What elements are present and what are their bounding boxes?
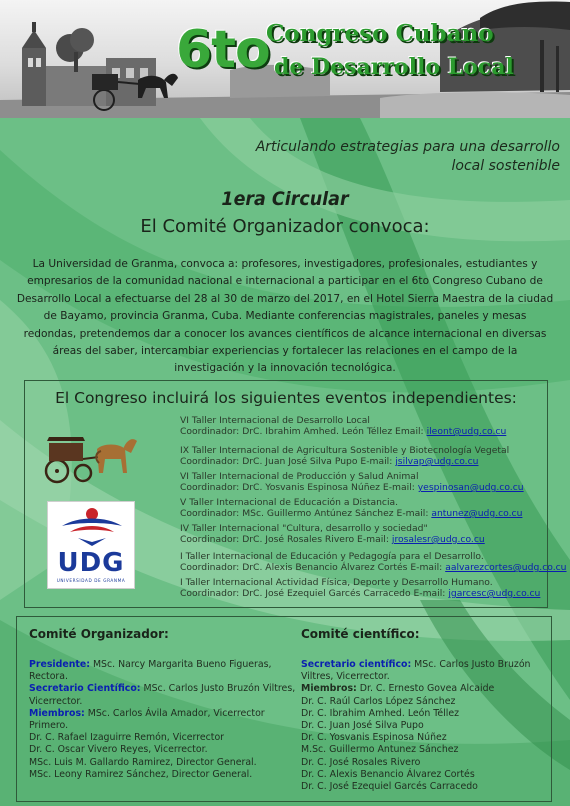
tagline-line1: Articulando estrategias para una desarrollo [255,139,560,155]
event-title: VI Taller Internacional de Desarrollo Local [180,415,370,426]
congress-number: 6to [176,20,270,80]
organizing-committee-list [29,659,301,781]
event-item [180,577,545,599]
circular-heading: 1era Circular [221,188,349,210]
intro-paragraph: La Universidad de Granma, convoca a: profesores, investigadores, profesionales, estudiantes y empresarios de la comunidad nacional e internacional a participar en el 6to Congreso Cubano de Desarrollo Local a efectuarse del 28 al 30 de marzo del 2017, en el Hotel Sierra Maestra de la ciudad de Bayamo, provincia Granma, Cuba. Mediante conferencias magistrales, paneles y mesas redondas, pretendemos dar a conocer los avances científicos de alcance internacional en diversas áreas del saber, intercambiar experiencias y fortalecer las relaciones en el campo de la investigación y la innovación tecnológica. [16,258,554,375]
event-email-link[interactable]: ileont@udg.co.cu [426,426,507,437]
event-title: I Taller Internacional Actividad Física, Deporte y Desarrollo Humano. [180,577,493,588]
event-email-link[interactable]: yespinosan@udg.co.cu [417,482,524,493]
event-title: IV Taller Internacional "Cultura, desarrollo y sociedad" [180,523,428,534]
event-coordinator: Coordinador: DrC. Yosvanis Espinosa Núñez E-mail: [180,482,418,493]
event-coordinator: Coordinador: DrC. José Ezequiel Garcés Carracedo E-mail: [180,588,449,599]
event-title: IX Taller Internacional de Agricultura Sostenible y Biotecnología Vegetal [180,445,510,456]
list-item: Dr. C. Ibrahim Amhed. León Téllez [301,707,460,719]
event-email-link[interactable]: antunez@udg.co.cu [431,508,523,519]
congress-title-line2: de Desarrollo Local [274,54,514,80]
list-item: Dr. C. Raúl Carlos López Sánchez [301,695,456,707]
list-item: Dr. C. Oscar Vivero Reyes, Vicerrector. [29,744,208,756]
member-name: MSc. Carlos Justo Bruzón Viltres, Vicerrector. [29,683,296,707]
udg-logo-text: UDG [57,548,125,578]
convoca-heading: El Comité Organizador convoca: [140,216,430,237]
member-name: Dr. C. Ernesto Govea Alcaide [356,683,495,695]
horse-carriage-illustration [43,429,139,485]
list-item: M.Sc. Guillermo Antunez Sánchez [301,744,459,756]
events-panel [24,380,567,608]
event-item [180,415,545,437]
list-item: Dr. C. Alexis Benancio Álvarez Cortés [301,768,475,780]
header-banner [0,0,570,118]
list-item: MSc. Leony Ramirez Sánchez, Director General. [29,768,253,780]
list-item: Dr. C. José Ezequiel Garcés Carracedo [301,781,478,793]
role-label: Miembros: [29,707,85,719]
event-title: VI Taller Internacional de Producción y Salud Animal [180,471,419,482]
event-item [180,497,545,519]
event-coordinator: Coordinador: MSc. Guillermo Antúnez Sánchez E-mail: [180,508,432,519]
list-item [29,659,301,683]
udg-emblem-icon [48,502,136,550]
member-name: MSc. Carlos Justo Bruzón Viltres, Vicerrector. [301,659,531,683]
scientific-committee-title: Comité científico: [301,627,420,641]
udg-logo-subtitle: UNIVERSIDAD DE GRANMA [56,578,126,583]
event-coordinator: Coordinador: DrC. Alexis Benancio Álvarez Cortés E-mail: [180,562,446,573]
list-item: MSc. Luis M. Gallardo Ramirez, Director General. [29,756,257,768]
event-item [180,445,545,467]
tagline-line2: local sostenible [451,158,560,174]
udg-logo [47,501,135,589]
event-coordinator: Coordinador: DrC. Ibrahim Amhed. León Téllez Email: [180,426,427,437]
event-title: I Taller Internacional de Educación y Pedagogía para el Desarrollo. [180,551,484,562]
events-title: El Congreso incluirá los siguientes eventos independientes: [55,389,517,407]
list-item [301,683,547,695]
event-title: V Taller Internacional de Educación a Distancia. [180,497,399,508]
list-item: Dr. C. Rafael Izaguirre Remón, Vicerrector [29,732,225,744]
event-item [180,551,567,573]
congress-title-line1: Congreso Cubano [266,20,494,47]
event-coordinator: Coordinador: DrC. Juan José Silva Pupo E-mail: [180,456,396,467]
event-email-link[interactable]: jrosalesr@udg.co.cu [391,534,485,545]
list-item: Dr. C. José Rosales Rivero [301,756,421,768]
list-item: Dr. C. Juan José Silva Pupo [301,720,424,732]
member-name: MSc. Carlos Ávila Amador, Vicerrector Primero. [29,707,265,732]
role-label: Presidente: [29,659,90,670]
event-email-link[interactable]: jsilvap@udg.co.cu [395,456,479,467]
organizing-committee-title: Comité Organizador: [29,627,169,641]
event-item [180,523,545,545]
tagline [240,138,560,176]
event-coordinator: Coordinador: DrC. José Rosales Rivero E-mail: [180,534,392,545]
role-label: Secretario Científico: [29,683,141,695]
event-item [180,471,545,493]
event-email-link[interactable]: jgarcesc@udg.co.cu [448,588,541,599]
list-item [301,659,547,683]
list-item [29,708,301,732]
member-name: MSc. Narcy Margarita Bueno Figueras, Rectora. [29,659,272,683]
list-item [29,683,301,707]
list-item: Dr. C. Yosvanis Espinosa Núñez [301,732,447,744]
role-label: Miembros: [301,683,357,695]
committees-panel [16,616,552,802]
event-email-link[interactable]: aalvarezcortes@udg.co.cu [445,562,567,573]
scientific-committee-list [301,659,547,793]
role-label: Secretario científico: [301,659,412,670]
